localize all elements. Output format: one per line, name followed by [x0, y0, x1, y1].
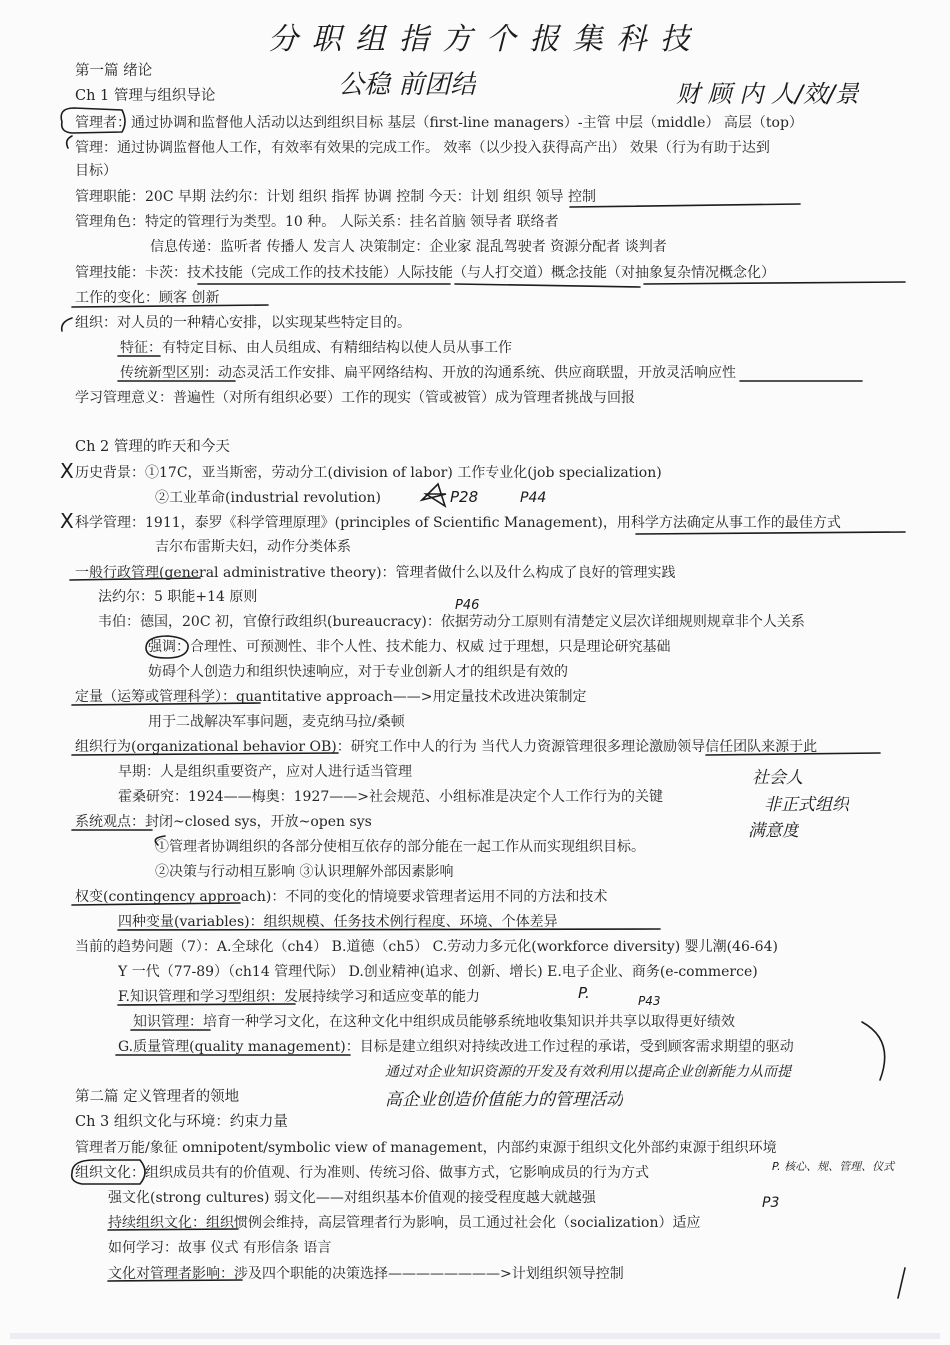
part-two-heading: 第二篇 定义管理者的领地 [75, 1089, 240, 1105]
handwritten-subtitle: 公稳 前团结 [338, 70, 477, 100]
handwritten-culture-note: P. 核心、规、管理、仪式 [772, 1160, 895, 1173]
organization-traditional-vs-new: 传统新型区别：动态灵活工作安排、扁平网络结构、开放的沟通系统、供应商联盟，开放灵活响应性 [120, 365, 736, 381]
handwritten-satisfaction: 满意度 [748, 821, 799, 841]
learning-management-meaning: 学习管理意义：普遍性（对所有组织必要）工作的现实（管或被管）成为管理者挑战与回报 [75, 390, 635, 406]
handwritten-p28: P28 [450, 488, 479, 506]
knowledge-management: 知识管理：培育一种学习文化，在这种文化中组织成员能够系统地收集知识并共享以取得更好绩效 [133, 1014, 735, 1030]
x-mark-history: X [60, 459, 74, 483]
systems-point-1: ①管理者协调组织的各部分使相互依存的部分能在一起工作从而实现组织目标。 [155, 839, 645, 855]
historical-background: 历史背景：①17C，亚当斯密，劳动分工(division of labor) 工作专业化(job specialization) [75, 465, 662, 481]
page-bottom-border [10, 1333, 940, 1339]
organizational-behavior: 组织行为(organizational behavior OB)：研究工作中人的行为 当代人力资源管理很多理论激励领导信任团队来源于此 [75, 739, 818, 755]
four-variables: 四种变量(variables)：组织规模、任务技术例行程度、环境、个体差异 [118, 914, 558, 930]
generation-y: Y 一代（77-89）（ch14 管理代际） D.创业精神(追求、创新、增长) E.电子企业、商务(e-commerce) [118, 964, 758, 980]
industrial-revolution: ②工业革命(industrial revolution) [155, 490, 382, 506]
systems-point-2-3: ②决策与行动相互影响 ③认识理解外部因素影响 [155, 864, 454, 880]
handwritten-km-note-2: 高企业创造价值能力的管理活动 [385, 1090, 623, 1110]
management-definition-cont: 目标） [75, 163, 117, 179]
hawthorne-studies: 霍桑研究：1924——梅奥：1927——>社会规范、小组标准是决定个人工作行为的关键 [118, 789, 663, 805]
systems-approach: 系统观点：封闭~closed sys，开放~open sys [75, 814, 372, 830]
contingency-approach: 权变(contingency approach)：不同的变化的情境要求管理者运用不同的方法和技术 [75, 889, 608, 905]
how-to-learn-culture: 如何学习：故事 仪式 有形信条 语言 [108, 1240, 332, 1256]
handwritten-p-note-a: P. [578, 984, 590, 1002]
management-roles-info: 信息传递：监听者 传播人 发言人 决策制定：企业家 混乱驾驶者 资源分配者 谈判者 [150, 239, 667, 255]
handwritten-social-man: 社会人 [752, 768, 803, 788]
manager-definition: 管理者：通过协调和监督他人活动以达到组织目标 基层（first-line managers）-主管 中层（middle） 高层（top） [75, 115, 803, 131]
sustaining-culture: 持续组织文化：组织惯例会维持，高层管理者行为影响，员工通过社会化（socialization）适应 [108, 1215, 701, 1231]
omnipotent-symbolic-view: 管理者万能/象征 omnipotent/symbolic view of management，内部约束源于组织文化外部约束源于组织环境 [75, 1140, 777, 1156]
gilbreths: 吉尔布雷斯夫妇，动作分类体系 [155, 539, 351, 555]
weber-drawbacks: 妨碍个人创造力和组织快速响应，对于专业创新人才的组织是有效的 [148, 664, 568, 680]
organization-definition: 组织：对人员的一种精心安排，以实现某些特定目的。 [75, 315, 411, 331]
management-skills: 管理技能：卡茨：技术技能（完成工作的技术技能）人际技能（与人打交道）概念技能（对抽象复杂情况概念化） [75, 265, 775, 281]
quality-management: G.质量管理(quality management)：目标是建立组织对持续改进工作过程的承诺，受到顾客需求期望的驱动 [118, 1039, 794, 1055]
handwritten-top-right-note: 财 顾 内 人/效/景 [676, 80, 860, 108]
knowledge-management-org: F.知识管理和学习型组织：发展持续学习和适应变革的能力 [118, 989, 480, 1005]
current-trends: 当前的趋势问题（7）：A.全球化（ch4） B.道德（ch5） C.劳动力多元化(workforce diversity) 婴儿潮(46-64) [75, 939, 778, 955]
strong-weak-culture: 强文化(strong cultures) 弱文化——对组织基本价值观的接受程度越大就越强 [108, 1190, 596, 1206]
general-administrative-theory: 一般行政管理(general administrative theory)：管理者做什么以及什么构成了良好的管理实践 [75, 565, 676, 581]
ch3-heading: Ch 3 组织文化与环境：约束力量 [75, 1114, 288, 1130]
part-one-heading: 第一篇 绪论 [75, 63, 153, 79]
handwritten-km-note-1: 通过对企业知识资源的开发及有效利用以提高企业创新能力从而提 [385, 1064, 791, 1080]
management-functions: 管理职能：20C 早期 法约尔：计划 组织 指挥 协调 控制 今天：计划 组织 领导 控制 [75, 189, 597, 205]
handwritten-p44: P44 [520, 490, 547, 506]
organizational-culture: 组织文化：组织成员共有的价值观、行为准则、传统习俗、做事方式，它影响成员的行为方式 [75, 1165, 649, 1181]
scientific-management: 科学管理：1911，泰罗《科学管理原理》(principles of Scientific Management)，用科学方法确定从事工作的最佳方式 [75, 515, 841, 531]
management-roles: 管理角色：特定的管理行为类型。10 种。 人际关系：挂名首脑 领导者 联络者 [75, 214, 559, 230]
handwritten-informal-org: 非正式组织 [764, 795, 849, 815]
quantitative-approach: 定量（运筹或管理科学）：quantitative approach——>用定量技术改进决策制定 [75, 689, 587, 705]
work-changes: 工作的变化：顾客 创新 [75, 290, 220, 306]
weber-bureaucracy: 韦伯：德国，20C 初，官僚行政组织(bureaucracy)：依据劳动分工原则有清楚定义层次详细规则规章非个人关系 [98, 614, 805, 630]
handwritten-p43: P43 [638, 994, 661, 1008]
management-definition: 管理：通过协调监督他人工作，有效率有效果的完成工作。 效率（以少投入获得高产出） 效果（行为有助于达到 [75, 140, 770, 156]
handwritten-p46: P46 [455, 598, 480, 613]
fayol-principles: 法约尔：5 职能+14 原则 [98, 589, 258, 605]
handwritten-title: 分 职 组 指 方 个 报 集 科 技 [268, 22, 692, 57]
ch1-heading: Ch 1 管理与组织导论 [75, 88, 216, 104]
organization-features: 特征：有特定目标、由人员组成、有精细结构以使人员从事工作 [120, 340, 512, 356]
ch2-heading: Ch 2 管理的昨天和今天 [75, 439, 230, 455]
handwritten-p3: P3 [762, 1195, 780, 1211]
weber-emphasis: 强调：合理性、可预测性、非个人性、技术能力、权威 过于理想，只是理论研究基础 [148, 639, 671, 655]
quantitative-wwii: 用于二战解决军事问题，麦克纳马拉/桑顿 [148, 714, 405, 730]
x-mark-scientific: X [60, 509, 74, 533]
ob-early: 早期：人是组织重要资产，应对人进行适当管理 [118, 764, 412, 780]
culture-affects-managers: 文化对管理者影响：涉及四个职能的决策选择————————>计划组织领导控制 [108, 1266, 624, 1282]
